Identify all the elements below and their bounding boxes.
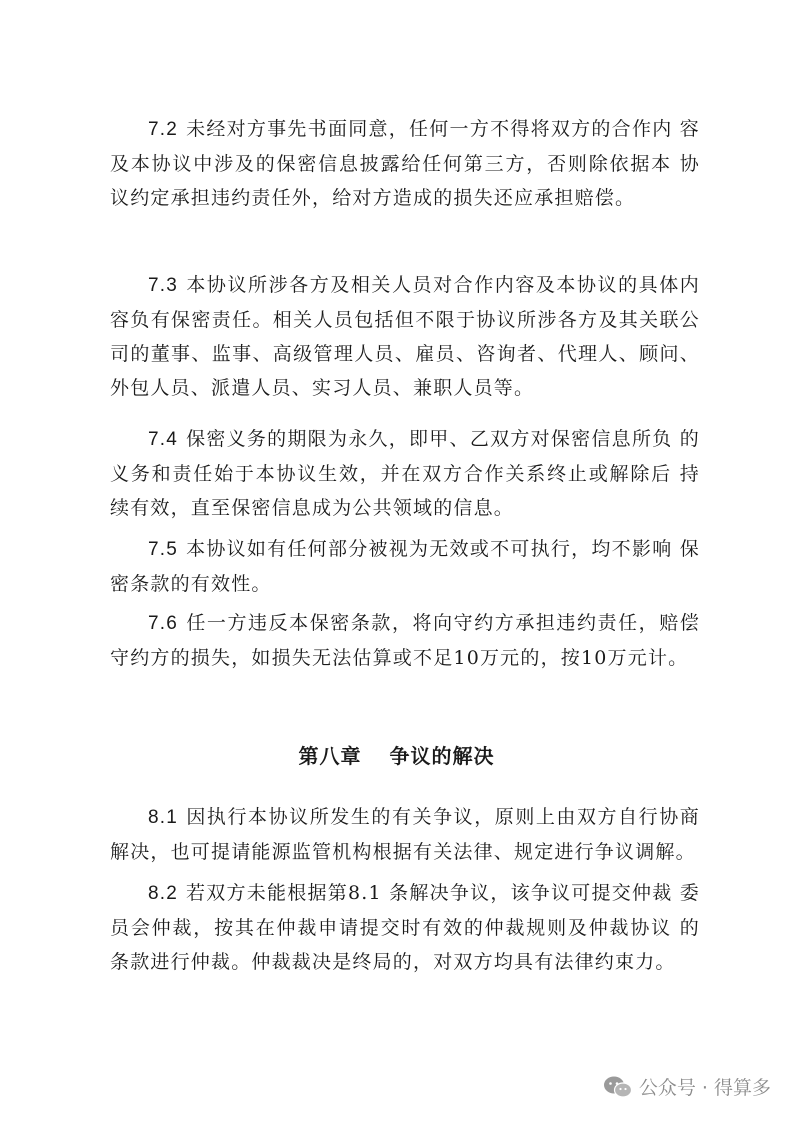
clause-text: 因执行本协议所发生的有关争议，原则上由双方自行协商解决，也可提请能源监管机构根据有关法律、规定进行争议调解。	[110, 806, 700, 863]
clause-text: 未经对方事先书面同意，任何一方不得将双方的合作内 容及本协议中涉及的保密信息披露给任何第三方，否则除依据本 协议约定承担违约责任外，给对方造成的损失还应承担赔偿。	[110, 118, 700, 209]
clause-text: 若双方未能根据第8.1 条解决争议，该争议可提交仲裁 委员会仲裁，按其在仲裁申请提交时有效的仲裁规则及仲裁协议 的条款进行仲裁。仲裁裁决是终局的，对双方均具有法律约束力。	[110, 882, 700, 973]
clause-number: 7.3	[148, 275, 179, 296]
watermark	[603, 1073, 771, 1100]
clause-number: 8.2	[148, 883, 179, 904]
clause-number: 7.6	[148, 613, 179, 634]
clause-text: 保密义务的期限为永久，即甲、乙双方对保密信息所负 的义务和责任始于本协议生效，并在双方合作关系终止或解除后 持续有效，直至保密信息成为公共领域的信息。	[110, 428, 700, 519]
clause-7-3	[110, 268, 700, 405]
chapter-label: 第八章	[298, 744, 362, 768]
chapter-name: 争议的解决	[389, 744, 495, 768]
clause-7-4	[110, 422, 700, 525]
clause-number: 7.4	[148, 429, 179, 450]
clause-text: 本协议如有任何部分被视为无效或不可执行，均不影响 保密条款的有效性。	[110, 538, 700, 595]
clause-7-2	[110, 112, 700, 215]
clause-text: 任一方违反本保密条款，将向守约方承担违约责任，赔偿守约方的损失，如损失无法估算或不足10万元的，按10万元计。	[110, 612, 700, 669]
clause-8-1	[110, 800, 700, 869]
clause-8-2	[110, 876, 700, 979]
clause-7-5	[110, 532, 700, 601]
clause-text: 本协议所涉各方及相关人员对合作内容及本协议的具体内容负有保密责任。相关人员包括但不限于协议所涉各方及其关联公司的董事、监事、高级管理人员、雇员、咨询者、代理人、顾问、外包人员、派遣人员、实习人员、兼职人员等。	[110, 274, 700, 399]
chapter-title	[0, 740, 793, 769]
clause-number: 7.5	[148, 539, 179, 560]
clause-7-6	[110, 606, 700, 675]
clause-number: 8.1	[148, 807, 179, 828]
clause-number: 7.2	[148, 119, 179, 140]
watermark-text: 公众号 · 得算多	[638, 1077, 771, 1099]
wechat-icon	[603, 1075, 633, 1099]
